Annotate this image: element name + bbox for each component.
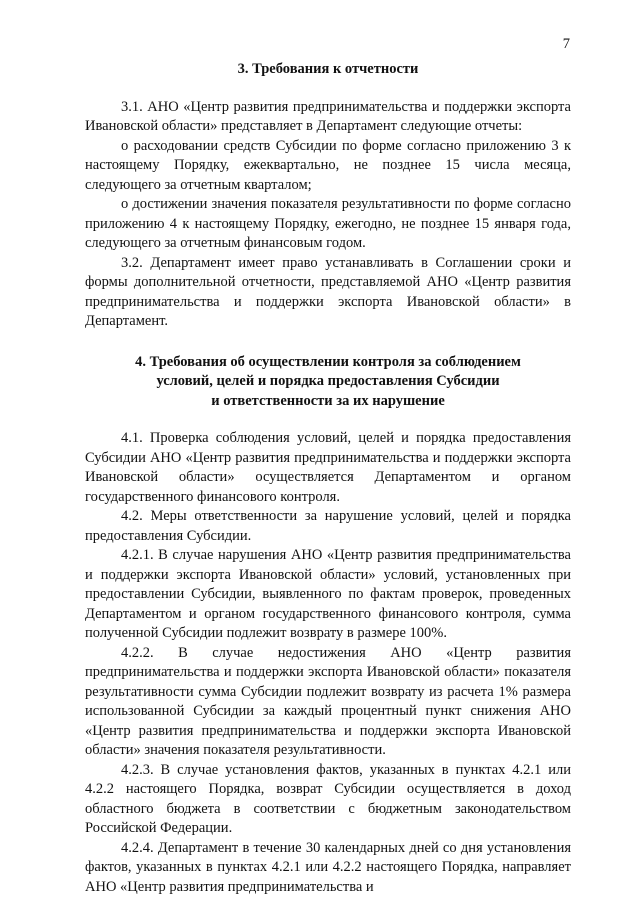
page-number: 7: [562, 36, 570, 52]
section-4-title-line-3: и ответственности за их нарушение: [211, 392, 445, 409]
paragraph-3-1-expenses: о расходовании средств Субсидии по форме согласно приложению 3 к настоящему Порядку, ежеквартально, не позднее 15 числа месяца, следующего за отчетным кварталом;: [85, 137, 571, 193]
paragraph-4-2-3: 4.2.3. В случае установления фактов, указанных в пунктах 4.2.1 или 4.2.2 настоящего Порядка, возврат Субсидии осуществляется в доход областного бюджета в соответствии с бюджетным законодательством Российской Федерации.: [85, 761, 571, 836]
paragraph-3-1: 3.1. АНО «Центр развития предпринимательства и поддержки экспорта Ивановской области» представляет в Департамент следующие отчеты:: [85, 98, 571, 134]
document-content: [85, 60, 571, 897]
paragraph-4-1: 4.1. Проверка соблюдения условий, целей и порядка предоставления Субсидии АНО «Центр развития предпринимательства и поддержки экспорта Ивановской области» осуществляется Департаментом и органом государственного финансового контроля.: [85, 430, 571, 505]
paragraph-3-1-results: о достижении значения показателя результативности по форме согласно приложению 4 к настоящему Порядку, ежегодно, не позднее 15 января года, следующего за отчетным финансовым годом.: [85, 196, 571, 251]
paragraph-4-2-4: 4.2.4. Департамент в течение 30 календарных дней со дня установления фактов, указанных в пунктах 4.2.1 или 4.2.2 настоящего Порядка, направляет АНО «Центр развития предпринимательства и: [85, 839, 571, 895]
section-4-title-line-2: условий, целей и порядка предоставления Субсидии: [156, 373, 500, 389]
section-4-title: [85, 353, 571, 412]
section-3-title: 3. Требования к отчетности: [237, 61, 419, 77]
paragraph-4-2: 4.2. Меры ответственности за нарушение условий, целей и порядка предоставления Субсидии.: [85, 508, 571, 544]
paragraph-4-2-1: 4.2.1. В случае нарушения АНО «Центр развития предпринимательства и поддержки экспорта Ивановской области» условий, установленных при предоставлении Субсидии, выявленного по фактам проверок, проведенных Департаментом и органом государственного финансового контроля, сумма полученной Субсидии подлежит возврату в размере 100%.: [85, 547, 571, 641]
paragraph-4-2-2: 4.2.2. В случае недостижения АНО «Центр развития предпринимательства и поддержки экспорта Ивановской области» показателя результативности сумма Субсидии подлежит возврату из расчета 1% размера использованной Субсидии за каждый процентный пункт снижения АНО «Центр развития предпринимательства и поддержки экспорта Ивановской области» значения показателя результативности.: [85, 644, 571, 758]
section-4-title-line-1: 4. Требования об осуществлении контроля за соблюдением: [135, 353, 521, 370]
paragraph-3-2: 3.2. Департамент имеет право устанавливать в Соглашении сроки и формы дополнительной отчетности, представляемой АНО «Центр развития предпринимательства и поддержки экспорта Ивановской области» в Департамент.: [85, 254, 571, 329]
